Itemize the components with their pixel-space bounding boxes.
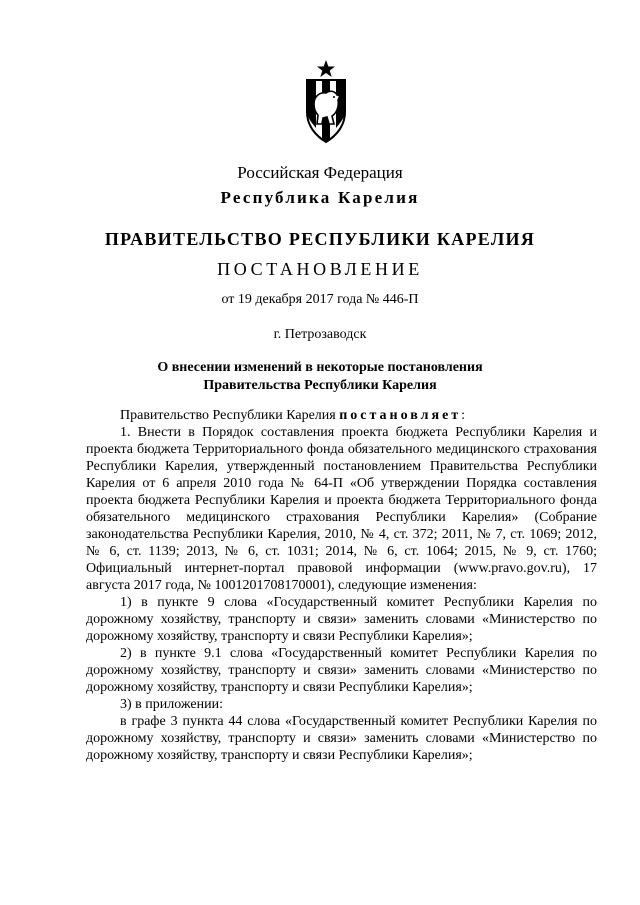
government-heading: ПРАВИТЕЛЬСТВО РЕСПУБЛИКИ КАРЕЛИЯ [104, 229, 536, 249]
republic-heading: Республика Карелия [220, 188, 420, 207]
city-line: г. Петрозаводск [273, 327, 367, 342]
document-body [86, 407, 597, 764]
intro-suffix: : [461, 408, 466, 423]
item-1-paragraph: 1. Внести в Порядок составления проекта бюджета Республики Карелия и проекта бюджета Территориального фонда обязательного медицинского страхования Республики Карелия, утвержденный постановлением Правительства Республики Карелия от 6 апреля 2010 года № 64-П «Об утверждении Порядка составления проекта бюджета Республики Карелия и проекта бюджета Территориального фонда обязательного медицинского страхования Республики Карелия» (Собрание законодательства Республики Карелия, 2010, № 4, ст. 372; 2011, № 7, ст. 1069; 2012, № 6, ст. 1139; 2013, № 6, ст. 1031; 2014, № 6, ст. 1064; 2015, № 9, ст. 1760; Официальный интернет-портал правовой информации (www.pravo.gov.ru), 17 августа 2017 года, № 1001201708170001), следующие изменения: [86, 425, 597, 593]
document-type-heading: ПОСТАНОВЛЕНИЕ [217, 259, 423, 279]
karelia-coat-of-arms-icon [302, 58, 350, 144]
federation-heading: Российская Федерация [237, 163, 403, 182]
subitem-1-paragraph: 1) в пункте 9 слова «Государственный комитет Республики Карелия по дорожному хозяйству, транспорту и связи» заменить словами «Министерство по дорожному хозяйству, транспорту и связи Республики Карелия»; [86, 595, 597, 644]
subitem-3a-paragraph: в графе 3 пункта 44 слова «Государственный комитет Республики Карелия по дорожному хозяйству, транспорту и связи» заменить словами «Министерство по дорожному хозяйству, транспорту и связи Республики Карелия»; [86, 714, 597, 763]
document-title-line-1: О внесении изменений в некоторые постановления [157, 360, 483, 375]
intro-keyword: постановляет [339, 408, 462, 423]
document-title [0, 359, 640, 395]
intro-paragraph [86, 407, 597, 424]
document-title-line-2: Правительства Республики Карелия [203, 378, 437, 393]
subitem-3-paragraph: 3) в приложении: [120, 697, 223, 712]
subitem-2-paragraph: 2) в пункте 9.1 слова «Государственный комитет Республики Карелия по дорожному хозяйству, транспорту и связи» заменить словами «Министерство по дорожному хозяйству, транспорту и связи Республики Карелия»; [86, 646, 597, 695]
intro-prefix: Правительство Республики Карелия [120, 408, 340, 423]
date-number-line: от 19 декабря 2017 года № 446-П [221, 292, 419, 307]
